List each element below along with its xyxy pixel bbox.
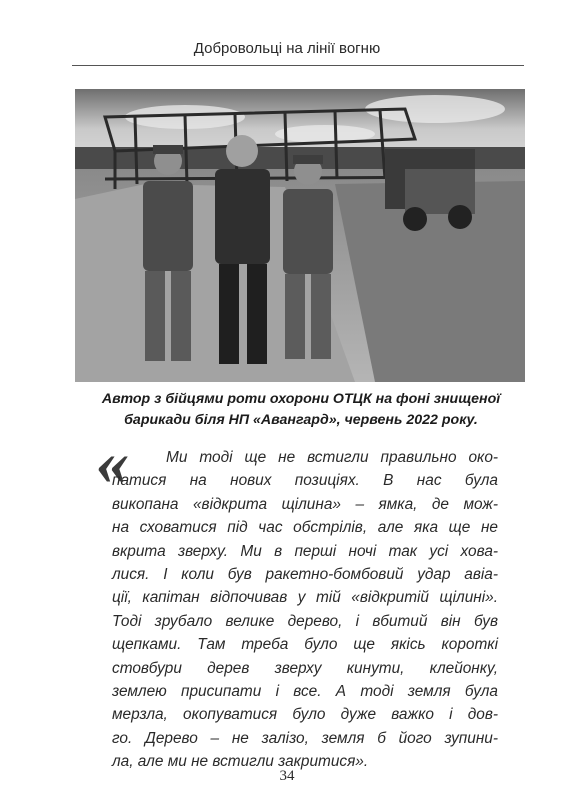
caption-line: барикади біля НП «Авангард», червень 2022 року. xyxy=(124,412,478,428)
quote-line: го. Дерево – не залізо, земля б його зупини- xyxy=(112,729,498,747)
quote-line: на сховатися під час обстрілів, але яка ще не xyxy=(112,519,498,537)
quote-block xyxy=(112,446,498,774)
running-head: Добровольці на лінії вогню xyxy=(193,40,381,57)
quote-line: вкрита зверху. Ми в перші ночі так усі хова- xyxy=(112,542,498,560)
quote-mark: « xyxy=(96,426,129,499)
quote-line: мерзла, окопуватися було дуже важко і дов- xyxy=(112,706,498,724)
caption-line: Автор з бійцями роти охорони ОТЦК на фоні знищеної xyxy=(101,391,501,407)
quote-line: лися. І коли був ракетно-бомбовий удар авіа- xyxy=(112,566,498,584)
photograph xyxy=(75,89,525,382)
quote-line: Тоді зрубало велике дерево, і вбитий він був xyxy=(112,612,498,630)
quote-line: щепками. Там треба було ще якісь короткі xyxy=(112,636,498,654)
quote-line: ції, капітан відпочивав у тій «відкритій щілині». xyxy=(112,589,498,607)
quote-line: землею присипати і все. А тоді земля була xyxy=(112,683,498,701)
header-rule xyxy=(72,65,524,66)
photo-caption xyxy=(60,389,542,431)
quote-line: стовбури дерев зверху кинути, клейонку, xyxy=(112,659,498,677)
quote-line: викопана «відкрита щілина» – ямка, де мож- xyxy=(112,495,498,513)
photo-icon xyxy=(75,89,525,382)
page-number: 34 xyxy=(279,768,295,784)
quote-line: Ми тоді ще не встигли правильно око- xyxy=(166,449,498,466)
quote-line: ла, але ми не встигли закритися». xyxy=(112,753,369,771)
quote-line: патися на нових позиціях. В нас була xyxy=(112,472,498,490)
